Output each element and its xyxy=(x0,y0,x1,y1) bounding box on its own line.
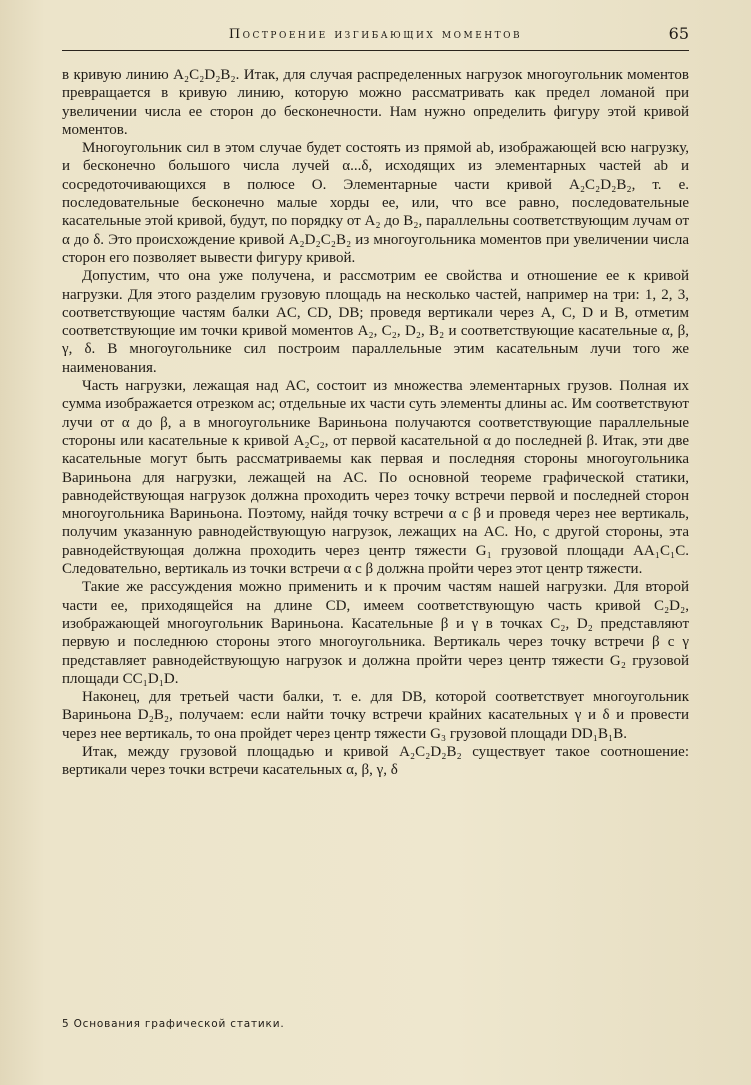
paragraph-7: Итак, между грузовой площадью и кривой A₂C₂D₂B₂ существует такое соотношение: вертикали через точки встречи касательных α, β, γ, δ xyxy=(62,743,689,779)
signature-footnote: 5 Основания графической статики. xyxy=(62,1018,285,1030)
paragraph-6: Наконец, для третьей части балки, т. е. для DB, которой соответствует многоугольник Вариньона D₂B₂, получаем: если найти точку встречи крайних касательных γ и δ и провести через нее вертикаль, то она пройдет через центр тяжести G₃ грузовой площади DD₁B₁B. xyxy=(62,689,689,742)
paragraph-1: в кривую линию A₂C₂D₂B₂. Итак, для случая распределенных нагрузок многоугольник моментов превращается в кривую линию, которую можно рассматривать как предел ломаной при увеличении числа ее сторон до бесконечности. Нам нужно определить фигуру этой кривой моментов. xyxy=(62,67,689,138)
paragraph-3: Допустим, что она уже получена, и рассмотрим ее свойства и отношение ее к кривой нагрузки. Для этого разделим грузовую площадь на несколько частей, например на три: 1, 2, 3, соответствующие частям балки AC, CD, DB; проведя вертикали через A, C, D и B, отметим соответствующие им точки кривой моментов A₂, C₂, D₂, B₂ и соответствующие касательные α, β, γ, δ. В многоугольнике сил построим параллельные этим касательным лучи того же наименования. xyxy=(62,268,689,376)
header-title: Построение изгибающих моментов xyxy=(228,27,523,42)
paragraph-5: Такие же рассуждения можно применить и к прочим частям нашей нагрузки. Для второй части ее, приходящейся на длине CD, имеем соответствующую часть кривой C₂D₂, изображающей многоугольник Вариньона. Касательные β и γ в точках C₂, D₂ представляют первую и последнюю стороны этого многоугольника. Вертикаль через точку встречи β с γ представляет равнодействующую нагрузок и должна пройти через центр тяжести G₂ грузовой площади CC₁D₁D. xyxy=(62,579,689,687)
paragraph-2: Многоугольник сил в этом случае будет состоять из прямой ab, изображающей всю нагрузку, и бесконечно большого числа лучей α...δ, исходящих из элементарных частей ab и сосредоточивающихся в полюсе O. Элементарные части кривой A₂C₂D₂B₂, т. е. последовательные бесконечно малые хорды ее, или, что все равно, последовательные касательные этой кривой, будут, по порядку от A₂ до B₂, параллельны соответствующим лучам от α до δ. Это происхождение кривой A₂D₂C₂B₂ из многоугольника моментов при увеличении числа сторон его позволяет вывести фигуру кривой. xyxy=(62,140,689,266)
paragraph-4: Часть нагрузки, лежащая над AC, состоит из множества элементарных грузов. Полная их сумма изображается отрезком ac; отдельные их части суть элементы длины ac. Им соответствуют лучи от α до β, а в многоугольнике Вариньона получаются соответствующие параллельные стороны или касательные к кривой A₂C₂, от первой касательной α до последней β. Итак, эти две касательные могут быть рассматриваемы как первая и последняя стороны многоугольника Вариньона для нагрузки, лежащей на AC. По основной теореме графической статики, равнодействующая нагрузок должна проходить через точку встречи первой и последней сторон многоугольника Вариньона. Поэтому, найдя точку встречи α с β и проведя через нее вертикаль, получим указанную равнодействующую нагрузок, лежащих на AC. Но, с другой стороны, эта равнодействующая должна проходить через центр тяжести G₁ грузовой площади AA₁C₁C. Следовательно, вертикаль из точки встречи α с β должна пройти через этот центр тяжести. xyxy=(62,378,689,578)
page-number: 65 xyxy=(668,24,689,43)
running-header xyxy=(62,18,689,51)
body-text xyxy=(62,66,689,780)
